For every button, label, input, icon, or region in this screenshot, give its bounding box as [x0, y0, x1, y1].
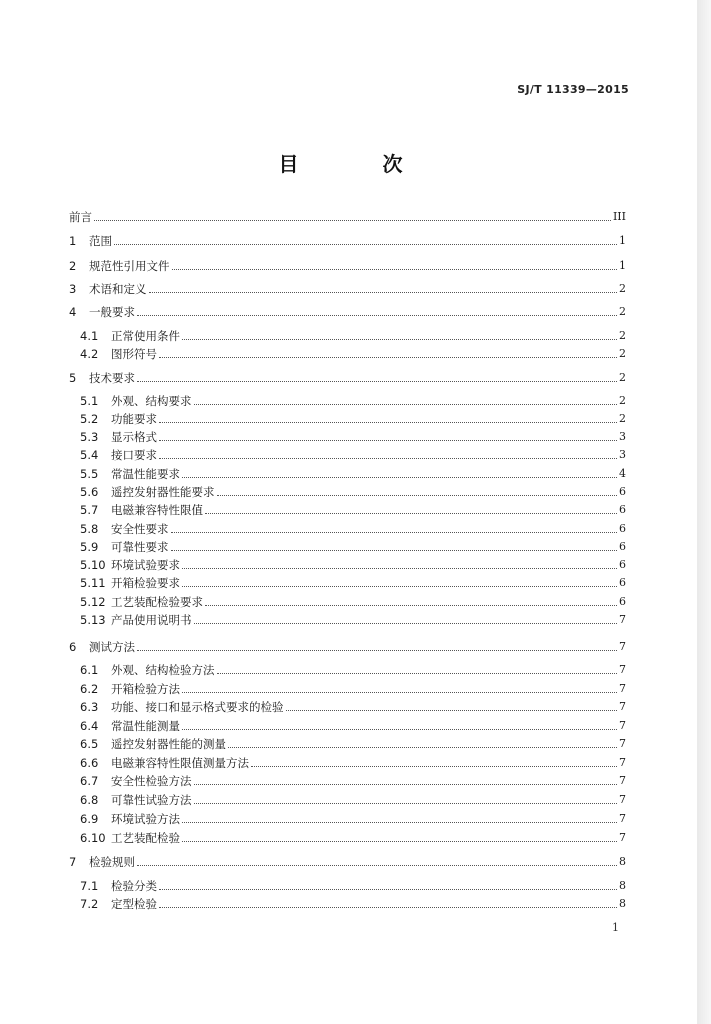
toc-entry-label: 测试方法: [89, 640, 135, 654]
toc-entry-number: 5.6: [80, 485, 99, 499]
toc-entry-label: 工艺装配检验: [111, 831, 180, 845]
document-code: SJ/T 11339—2015: [517, 83, 629, 96]
toc-entry-label: 开箱检验要求: [111, 576, 180, 590]
toc-entry-label: 工艺装配检验要求: [111, 595, 203, 609]
toc-entry-number: 5.2: [80, 412, 99, 426]
toc-entry-number: 6.5: [80, 737, 99, 751]
toc-entry-number: 6.4: [80, 719, 99, 733]
toc-entry-label: 技术要求: [89, 371, 135, 385]
toc-dot-leader: [228, 746, 617, 748]
toc-dot-leader: [251, 765, 617, 767]
toc-dot-leader: [159, 457, 617, 459]
page-edge-shadow: [697, 0, 711, 1024]
toc-dot-leader: [182, 585, 617, 587]
toc-entry-page: 6: [619, 595, 626, 608]
toc-entry[interactable]: [69, 257, 626, 275]
toc-entry-label: 规范性引用文件: [89, 259, 170, 273]
toc-entry[interactable]: [80, 345, 626, 363]
toc-entry-page: 6: [619, 558, 626, 571]
toc-entry-page: 2: [619, 412, 626, 425]
toc-entry-page: 6: [619, 540, 626, 553]
toc-entry[interactable]: [80, 829, 626, 847]
toc-entry-page: 1: [619, 259, 626, 272]
toc-entry-label: 外观、结构要求: [111, 394, 192, 408]
toc-dot-leader: [137, 649, 617, 651]
toc-entry-label: 前言: [69, 210, 92, 224]
toc-entry-number: 4.1: [80, 329, 99, 343]
toc-entry-page: III: [612, 210, 626, 223]
toc-entry-page: 7: [619, 663, 626, 676]
toc-dot-leader: [159, 356, 617, 358]
toc-entry-label: 功能、接口和显示格式要求的检验: [111, 700, 284, 714]
toc-entry[interactable]: [80, 791, 626, 809]
toc-entry[interactable]: [80, 538, 626, 556]
toc-entry-page: 3: [619, 448, 626, 461]
toc-dot-leader: [205, 512, 617, 514]
toc-entry-number: 6.3: [80, 700, 99, 714]
toc-entry[interactable]: [80, 895, 626, 913]
toc-entry[interactable]: [69, 369, 626, 387]
toc-entry-page: 7: [619, 737, 626, 750]
toc-entry-number: 5.13: [80, 613, 106, 627]
toc-entry-number: 6.9: [80, 812, 99, 826]
toc-entry[interactable]: [80, 410, 626, 428]
toc-dot-leader: [172, 268, 618, 270]
toc-entry-number: 7: [69, 855, 77, 869]
toc-entry-label: 定型检验: [111, 897, 157, 911]
toc-entry[interactable]: [80, 810, 626, 828]
toc-entry[interactable]: [80, 611, 626, 629]
toc-entry-page: 7: [619, 831, 626, 844]
toc-entry-page: 6: [619, 503, 626, 516]
toc-entry-number: 5.1: [80, 394, 99, 408]
toc-dot-leader: [114, 243, 617, 245]
toc-entry-label: 外观、结构检验方法: [111, 663, 215, 677]
toc-entry-page: 2: [619, 347, 626, 360]
toc-entry-page: 7: [619, 640, 626, 653]
toc-dot-leader: [94, 219, 611, 221]
toc-entry[interactable]: [69, 280, 626, 298]
toc-entry-page: 7: [619, 774, 626, 787]
toc-entry-label: 环境试验方法: [111, 812, 180, 826]
toc-dot-leader: [182, 338, 617, 340]
toc-entry-number: 7.2: [80, 897, 99, 911]
toc-dot-leader: [182, 567, 617, 569]
toc-entry-label: 可靠性试验方法: [111, 793, 192, 807]
toc-entry[interactable]: [69, 303, 626, 321]
toc-entry[interactable]: [80, 556, 626, 574]
toc-entry-label: 功能要求: [111, 412, 157, 426]
toc-entry-page: 1: [619, 234, 626, 247]
toc-entry[interactable]: [69, 208, 626, 226]
toc-entry-number: 5.4: [80, 448, 99, 462]
toc-dot-leader: [159, 439, 617, 441]
toc-entry[interactable]: [80, 735, 626, 753]
toc-entry-label: 显示格式: [111, 430, 157, 444]
toc-entry-label: 安全性检验方法: [111, 774, 192, 788]
toc-entry-number: 6: [69, 640, 77, 654]
toc-entry-page: 7: [619, 756, 626, 769]
toc-entry-number: 5.3: [80, 430, 99, 444]
toc-entry-label: 图形符号: [111, 347, 157, 361]
toc-entry-number: 5: [69, 371, 77, 385]
toc-entry-page: 2: [619, 282, 626, 295]
toc-dot-leader: [171, 549, 618, 551]
toc-entry-label: 安全性要求: [111, 522, 169, 536]
toc-dot-leader: [137, 380, 617, 382]
toc-entry-page: 8: [619, 879, 626, 892]
toc-dot-leader: [194, 622, 618, 624]
toc-entry-page: 2: [619, 394, 626, 407]
toc-entry-number: 6.8: [80, 793, 99, 807]
page-title: 目 次: [278, 152, 435, 176]
toc-entry[interactable]: [80, 698, 626, 716]
toc-entry-page: 2: [619, 305, 626, 318]
toc-entry[interactable]: [80, 877, 626, 895]
toc-entry-page: 2: [619, 329, 626, 342]
toc-dot-leader: [159, 421, 617, 423]
toc-entry-number: 6.2: [80, 682, 99, 696]
toc-entry-label: 接口要求: [111, 448, 157, 462]
toc-entry[interactable]: [80, 428, 626, 446]
toc-entry-number: 4: [69, 305, 77, 319]
toc-entry[interactable]: [80, 501, 626, 519]
toc-dot-leader: [194, 403, 618, 405]
toc-entry-number: 5.11: [80, 576, 106, 590]
toc-entry-number: 6.10: [80, 831, 106, 845]
toc-dot-leader: [205, 604, 617, 606]
toc-entry[interactable]: [80, 661, 626, 679]
toc-entry-page: 7: [619, 793, 626, 806]
toc-dot-leader: [159, 906, 617, 908]
toc-entry-page: 6: [619, 576, 626, 589]
toc-entry[interactable]: [80, 574, 626, 592]
toc-dot-leader: [217, 672, 618, 674]
toc-entry[interactable]: [80, 680, 626, 698]
toc-entry-label: 开箱检验方法: [111, 682, 180, 696]
toc-entry-number: 1: [69, 234, 77, 248]
toc-entry-label: 正常使用条件: [111, 329, 180, 343]
toc-dot-leader: [217, 494, 618, 496]
toc-entry-label: 检验分类: [111, 879, 157, 893]
toc-entry-page: 6: [619, 485, 626, 498]
toc-dot-leader: [137, 864, 617, 866]
toc-entry[interactable]: [80, 520, 626, 538]
toc-entry-number: 5.12: [80, 595, 106, 609]
toc-dot-leader: [194, 783, 618, 785]
toc-entry-page: 4: [619, 467, 626, 480]
toc-entry-label: 一般要求: [89, 305, 135, 319]
toc-dot-leader: [182, 821, 617, 823]
toc-entry-label: 遥控发射器性能要求: [111, 485, 215, 499]
toc-entry-number: 6.1: [80, 663, 99, 677]
toc-entry-page: 8: [619, 897, 626, 910]
toc-entry[interactable]: [80, 327, 626, 345]
page-number: 1: [612, 921, 619, 934]
toc-entry-label: 环境试验要求: [111, 558, 180, 572]
toc-entry-label: 检验规则: [89, 855, 135, 869]
toc-entry-label: 范围: [89, 234, 112, 248]
toc-entry-label: 电磁兼容特性限值: [111, 503, 203, 517]
toc-dot-leader: [137, 314, 617, 316]
toc-entry[interactable]: [80, 717, 626, 735]
toc-entry[interactable]: [80, 593, 626, 611]
toc-entry[interactable]: [69, 232, 626, 250]
toc-entry-page: 7: [619, 700, 626, 713]
toc-entry-page: 7: [619, 719, 626, 732]
toc-entry-number: 4.2: [80, 347, 99, 361]
toc-entry-label: 产品使用说明书: [111, 613, 192, 627]
toc-entry-page: 3: [619, 430, 626, 443]
toc-entry[interactable]: [69, 638, 626, 656]
toc-entry-number: 6.6: [80, 756, 99, 770]
toc-entry-page: 2: [619, 371, 626, 384]
toc-entry-number: 7.1: [80, 879, 99, 893]
toc-entry-label: 常温性能测量: [111, 719, 180, 733]
toc-entry[interactable]: [80, 483, 626, 501]
toc-entry-page: 7: [619, 613, 626, 626]
toc-entry-number: 3: [69, 282, 77, 296]
toc-dot-leader: [182, 691, 617, 693]
toc-entry-number: 5.10: [80, 558, 106, 572]
toc-entry[interactable]: [69, 853, 626, 871]
toc-entry[interactable]: [80, 772, 626, 790]
toc-entry-label: 可靠性要求: [111, 540, 169, 554]
toc-entry-page: 6: [619, 522, 626, 535]
toc-entry-number: 5.5: [80, 467, 99, 481]
toc-entry[interactable]: [80, 446, 626, 464]
toc-dot-leader: [182, 728, 617, 730]
toc-entry-page: 7: [619, 682, 626, 695]
toc-dot-leader: [171, 531, 618, 533]
toc-entry-page: 7: [619, 812, 626, 825]
toc-entry-label: 常温性能要求: [111, 467, 180, 481]
toc-entry-page: 8: [619, 855, 626, 868]
toc-entry-number: 2: [69, 259, 77, 273]
toc-entry-number: 5.8: [80, 522, 99, 536]
toc-dot-leader: [194, 802, 618, 804]
toc-dot-leader: [182, 476, 617, 478]
toc-entry-number: 5.7: [80, 503, 99, 517]
toc-dot-leader: [159, 888, 617, 890]
toc-entry-label: 术语和定义: [89, 282, 147, 296]
toc-entry[interactable]: [80, 754, 626, 772]
toc-entry-number: 6.7: [80, 774, 99, 788]
toc-dot-leader: [182, 840, 617, 842]
toc-entry-label: 遥控发射器性能的测量: [111, 737, 226, 751]
toc-dot-leader: [149, 291, 618, 293]
toc-entry[interactable]: [80, 392, 626, 410]
toc-entry-number: 5.9: [80, 540, 99, 554]
toc-entry-label: 电磁兼容特性限值测量方法: [111, 756, 249, 770]
toc-entry[interactable]: [80, 465, 626, 483]
toc-dot-leader: [286, 709, 618, 711]
